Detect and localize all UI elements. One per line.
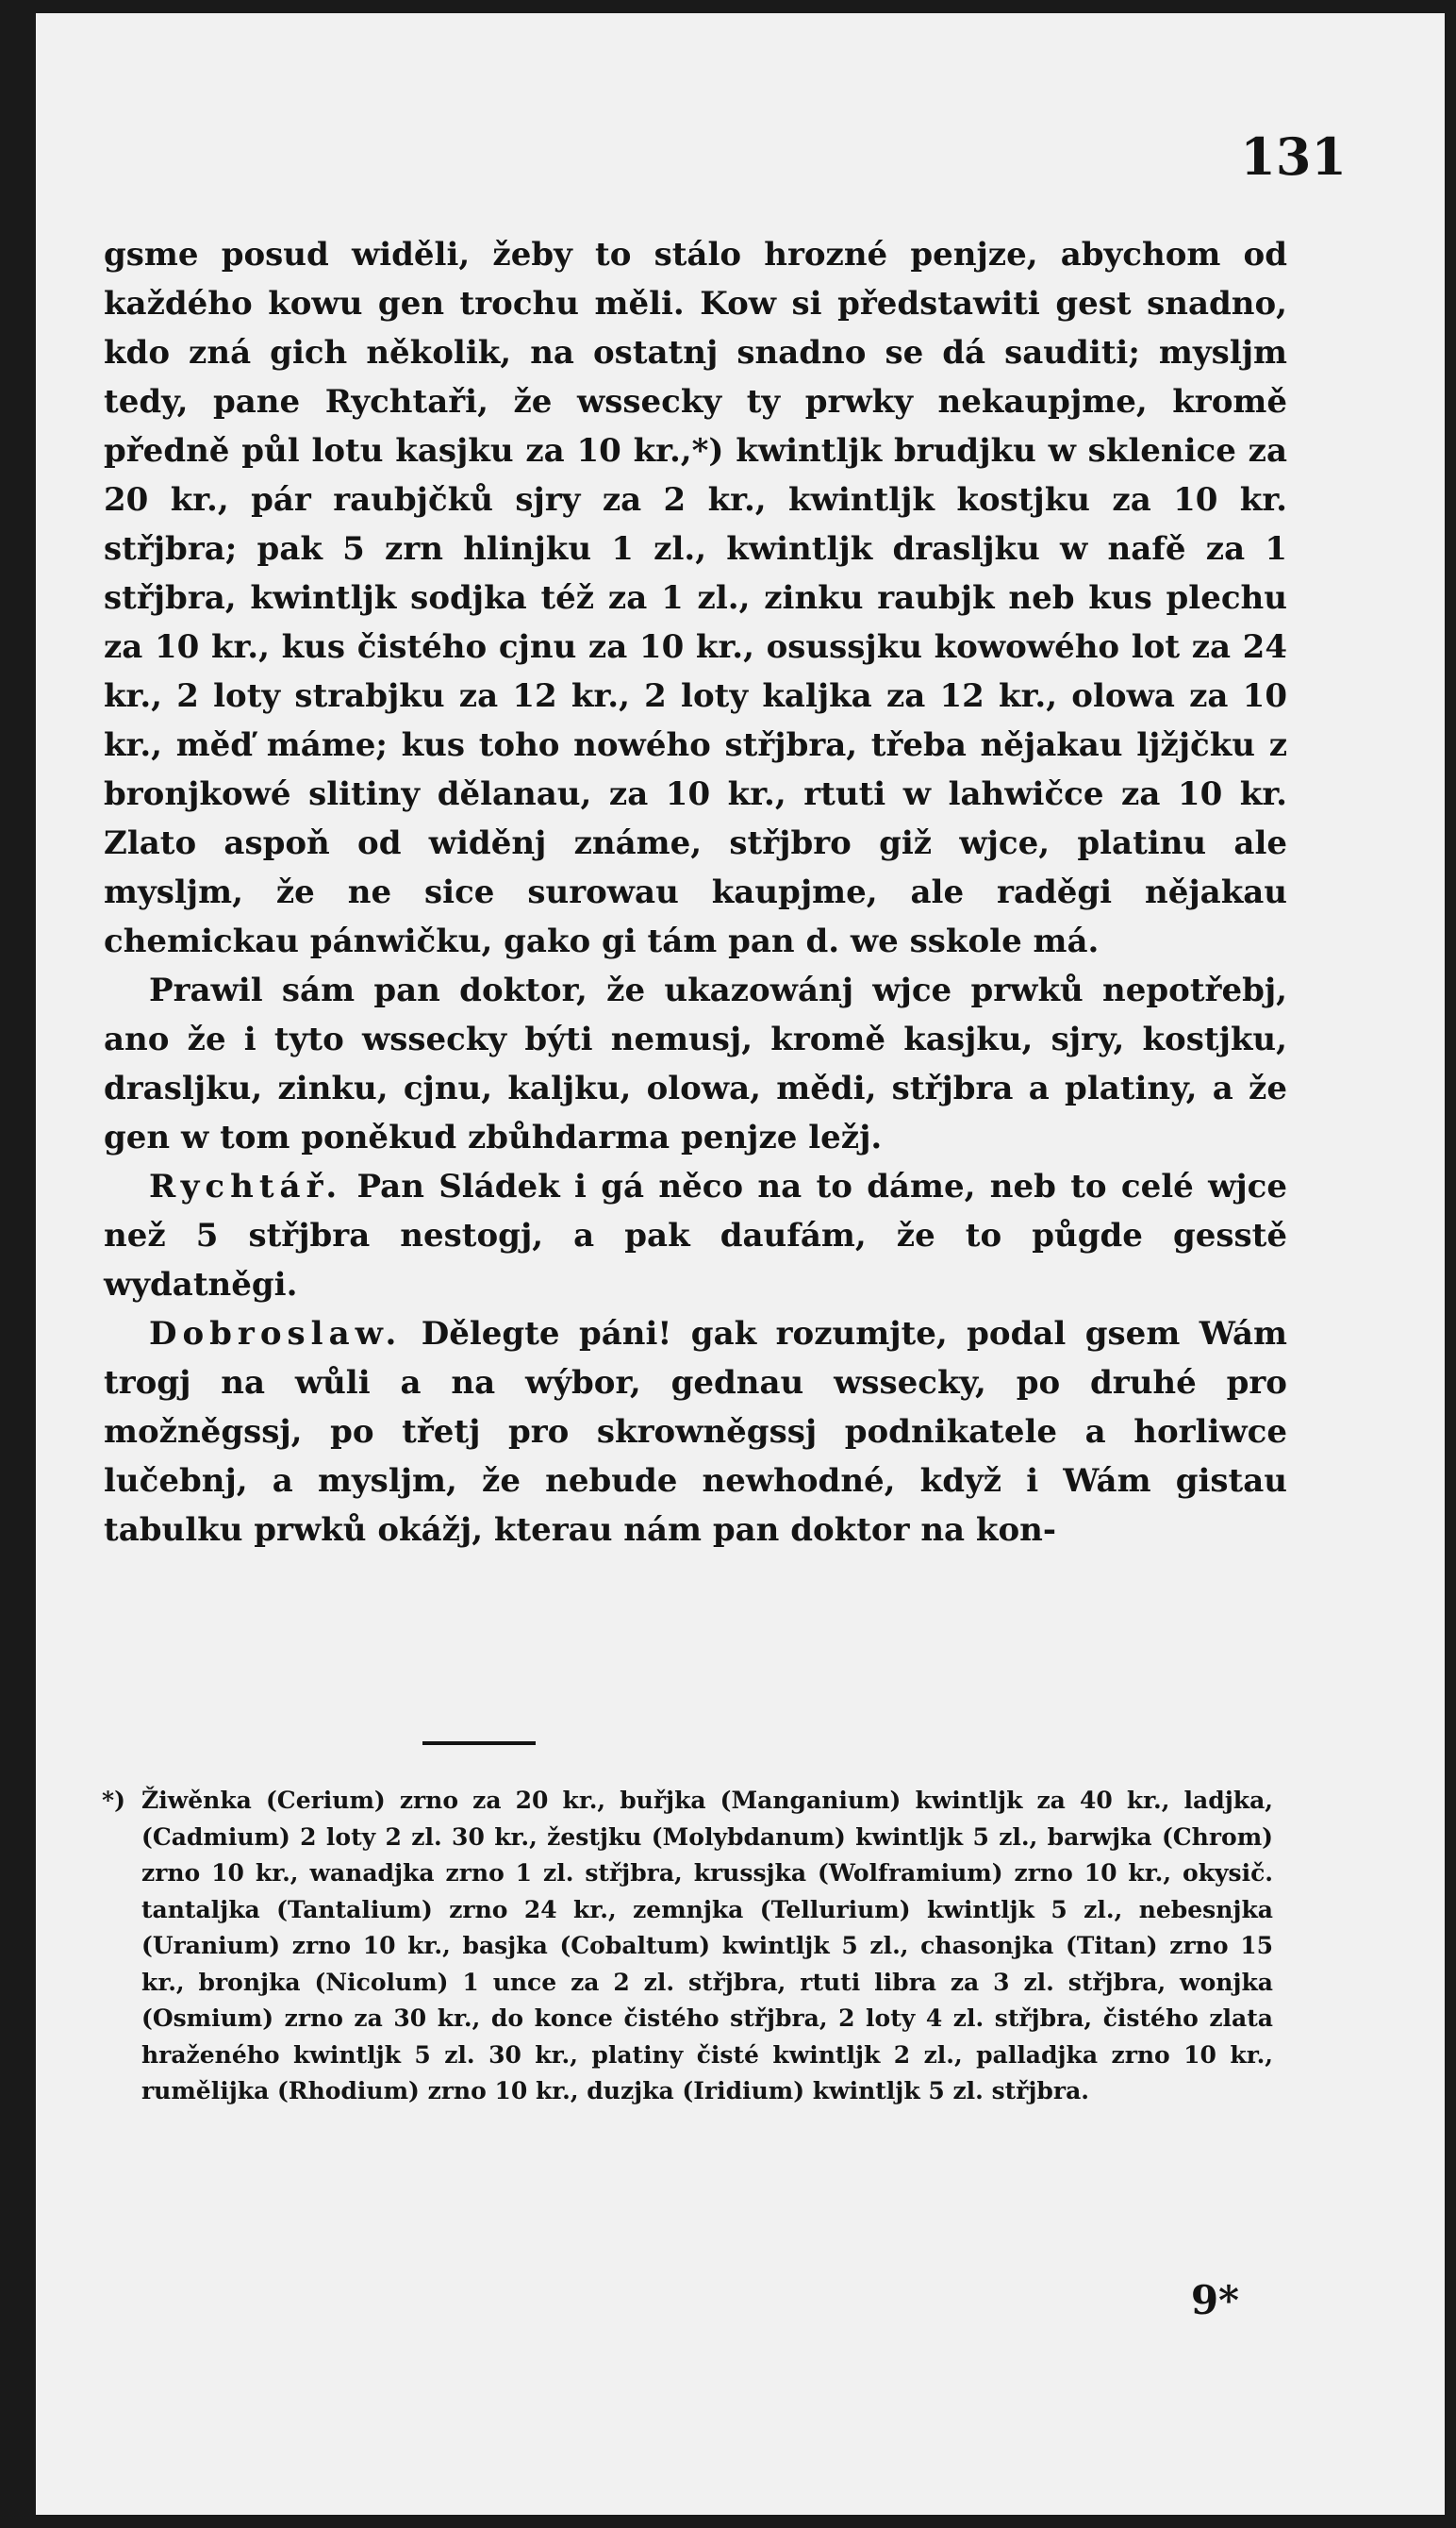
book-page — [36, 13, 1445, 2515]
footnote-separator — [422, 1741, 536, 1745]
speaker-name: Dobroslaw. — [149, 1315, 403, 1353]
paragraph-3-text: Pan Sládek i gá něco na to dáme, neb to celé wjce než 5 střjbra nestogj, a pak daufám, že to půgde gesstě wydatněgi. — [104, 1168, 1288, 1304]
speaker-name: Rychtář. — [149, 1168, 343, 1206]
signature-mark: 9* — [1190, 2277, 1239, 2323]
page-number: 131 — [1240, 126, 1347, 187]
paragraph-1: gsme posud widěli, žeby to stálo hrozné penjze, abychom od každého kowu gen trochu měli. Kow si předstawiti gest snadno, kdo zná gich několik, na ostatnj snadno se dá sauditi; myslјm tedy, pane Rychtaři, že wssecky ty prwky nekaupјme, kromě předně půl lotu kasjku za 10 kr.,*) kwintljk brudjku w sklenice za 20 kr., pár raubjčků sjry za 2 kr., kwintljk kostjku za 10 kr. střjbra; pak 5 zrn hlinjku 1 zl., kwintljk drasljku w nafě za 1 střjbra, kwintljk sodjka též za 1 zl., zinku raubjk neb kus plechu za 10 kr., kus čistého cjnu za 10 kr., osussjku kowowého lot za 24 kr., 2 loty strabjku za 12 kr., 2 loty kaljka za 12 kr., olowa za 10 kr., měď máme; kus toho nowého střjbra, třeba nějakau ljžjčku z bronjkowé slitiny dělanau, za 10 kr., rtuti w lahwičce za 10 kr. Zlato aspoň od widěnj známe, střjbro giž wjce, platinu ale mysljm, že ne sice surowau kaupјme, ale raděgi nějakau chemickau pánwičku, gako gi tám pan d. we sskole má. — [104, 236, 1287, 960]
footnote-text: Žiwěnka (Cerium) zrno za 20 kr., buřjka (Manganium) kwintljk za 40 kr., ladjka, (Cadmium) 2 loty 2 zl. 30 kr., žestjku (Molybdanum) kwintljk 5 zl., barwjka (Chrom) zrno 10 kr., wanadjka zrno 1 zl. střjbra, krussjka (Wolframium) zrno 10 kr., okysič. tantaljka (Tantalium) zrno 24 kr., zemnjka (Tellurium) kwintljk 5 zl., nebesnjka (Uranium) zrno 10 kr., basjka (Cobaltum) kwintljk 5 zl., chasonjka (Titan) zrno 15 kr., bronjka (Nicolum) 1 unce za 2 zl. střjbra, rtuti libra za 3 zl. střjbra, wonjka (Osmium) zrno za 30 kr., do konce čistého střjbra, 2 loty 4 zl. střjbra, čistého zlata hraženého kwintljk 5 zl. 30 kr., platiny čisté kwintljk 2 zl., palladjka zrno 10 kr., rumělijka (Rhodium) zrno 10 kr., duzjka (Iridium) kwintljk 5 zl. střjbra. — [141, 1787, 1273, 2104]
main-text — [104, 230, 1287, 1555]
paragraph-2: Prawil sám pan doktor, že ukazowánj wjce prwků nepotřebј, ano že i tyto wssecky býti nemusj, kromě kasjku, sjry, kostjku, drasljku, zinku, cjnu, kaljku, olowa, mědi, střjbra a platiny, a že gen w tom poněkud zbůhdarma penjze ležj. — [104, 972, 1287, 1156]
paragraph-3 — [104, 1162, 1287, 1309]
footnote-mark: *) — [102, 1787, 125, 1814]
paragraph-4 — [104, 1309, 1287, 1555]
footnote — [102, 1783, 1273, 2110]
paragraph-4-text: Dělegte páni! gak rozumjte, podal gsem Wám trogj na wůli a na wýbor, gednau wssecky, po druhé pro možněgssj, po třetj pro skrowněgssj podnikatele a horliwce lučebnj, a myslјm, že nebude newhodné, když i Wám gistau tabulku prwků okážj, kterau nám pan doktor na kon- — [104, 1315, 1287, 1549]
